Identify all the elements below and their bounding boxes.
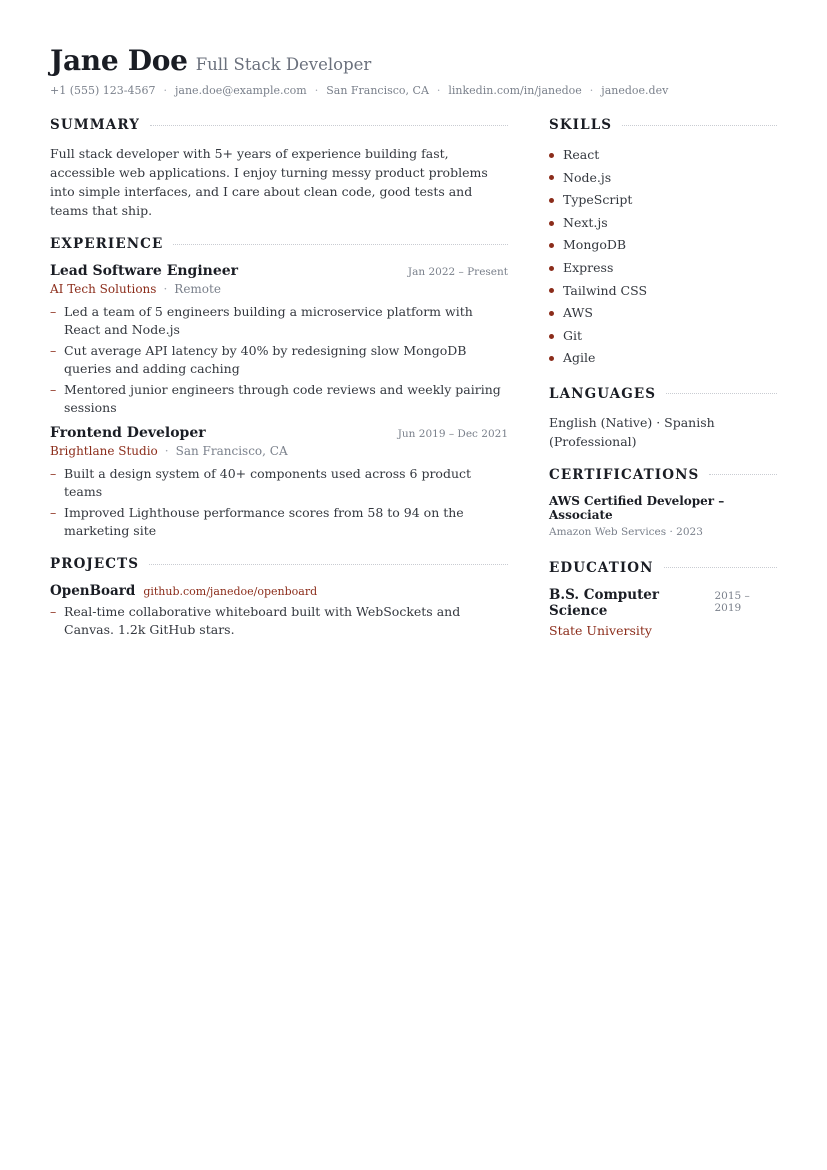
languages-heading: LANGUAGES [549, 385, 657, 402]
name-row [50, 44, 777, 77]
section-heading [50, 117, 508, 133]
job-title: Frontend Developer [50, 425, 206, 441]
education-degree: B.S. Computer Science [549, 586, 660, 619]
project-entry [50, 583, 508, 639]
job-header [50, 263, 508, 279]
job-company: Brightlane Studio [50, 444, 158, 458]
dash-icon: – [50, 343, 57, 358]
candidate-name: Jane Doe [50, 44, 188, 77]
job-bullet [50, 504, 508, 540]
section-heading [549, 386, 777, 402]
project-header [50, 583, 508, 599]
section-heading [50, 556, 508, 572]
contact-location: San Francisco, CA [326, 84, 429, 97]
project-link[interactable]: github.com/janedoe/openboard [143, 585, 318, 598]
job-bullet [50, 381, 508, 417]
contact-separator: · [436, 84, 441, 97]
certification-issuer: Amazon Web Services · 2023 [549, 525, 703, 538]
dash-icon: – [50, 466, 57, 481]
contact-linkedin[interactable]: linkedin.com/in/janedoe [448, 84, 582, 97]
education-header [549, 587, 777, 619]
bullet-dot-icon [549, 266, 554, 271]
skill-item [549, 347, 777, 370]
skills-section [549, 117, 777, 370]
skills-list [549, 144, 777, 370]
company-separator: · [163, 282, 168, 296]
bullet-dot-icon [549, 356, 554, 361]
contact-separator: · [589, 84, 594, 97]
contact-separator: · [314, 84, 319, 97]
company-separator: · [164, 444, 169, 458]
skill-label: Node.js [563, 169, 612, 185]
job-bullet-text: Led a team of 5 engineers building a microservice platform with React and Node.js [64, 304, 473, 337]
education-section [549, 560, 777, 638]
certifications-heading: CERTIFICATIONS [549, 466, 700, 483]
job-location: Remote [174, 282, 221, 296]
summary-heading: SUMMARY [50, 117, 141, 133]
skill-label: Git [563, 327, 583, 343]
job-company-line [50, 444, 508, 458]
job-bullets [50, 465, 508, 540]
skill-label: Express [563, 259, 614, 275]
skills-heading: SKILLS [549, 117, 613, 133]
skill-label: TypeScript [563, 192, 633, 208]
job-title: Lead Software Engineer [50, 263, 239, 279]
skill-item [549, 302, 777, 325]
contact-phone: +1 (555) 123-4567 [50, 84, 156, 97]
section-heading [50, 236, 508, 252]
job-location: San Francisco, CA [175, 444, 288, 458]
job-bullet-text: Improved Lighthouse performance scores from 58 to 94 on the marketing site [64, 505, 464, 538]
dash-icon: – [50, 304, 57, 319]
bullet-dot-icon [549, 243, 554, 248]
education-school: State University [549, 622, 652, 638]
bullet-dot-icon [549, 221, 554, 226]
job-bullet [50, 303, 508, 339]
bullet-dot-icon [549, 311, 554, 316]
job-bullet [50, 465, 508, 501]
job-entry [50, 425, 508, 540]
dash-icon: – [50, 604, 57, 619]
skill-label: React [563, 147, 600, 162]
education-heading: EDUCATION [549, 559, 654, 576]
job-dates: Jan 2022 – Present [407, 266, 508, 278]
job-bullets [50, 303, 508, 417]
candidate-role: Full Stack Developer [195, 55, 372, 74]
skill-item [549, 212, 777, 235]
main-column [50, 117, 508, 642]
job-bullet [50, 342, 508, 378]
dash-icon: – [50, 505, 57, 520]
skill-item [549, 280, 777, 303]
bullet-dot-icon [549, 334, 554, 339]
skill-label: AWS [563, 305, 593, 321]
project-bullet-text: Real-time collaborative whiteboard built with WebSockets and Canvas. 1.2k GitHub stars. [64, 604, 461, 637]
dotted-rule [150, 125, 508, 126]
resume-columns [50, 117, 777, 642]
contact-email[interactable]: jane.doe@example.com [175, 84, 307, 97]
project-bullet [50, 603, 508, 639]
bullet-dot-icon [549, 198, 554, 203]
experience-section [50, 236, 508, 540]
job-dates: Jun 2019 – Dec 2021 [397, 428, 508, 440]
dotted-rule [149, 564, 508, 565]
contact-separator: · [163, 84, 167, 97]
projects-heading: PROJECTS [50, 556, 140, 572]
project-bullets [50, 603, 508, 639]
side-column [549, 117, 777, 642]
skill-item [549, 257, 777, 280]
job-company-line [50, 282, 508, 296]
languages-text: English (Native) · Spanish (Professional) [549, 414, 715, 449]
contact-line [50, 84, 777, 97]
project-name: OpenBoard [50, 583, 136, 599]
dotted-rule [622, 125, 777, 126]
resume-header [50, 44, 777, 97]
skill-label: MongoDB [563, 237, 627, 253]
dotted-rule [709, 474, 777, 475]
summary-section [50, 117, 508, 220]
dotted-rule [173, 244, 508, 245]
languages-section [549, 386, 777, 451]
certifications-section [549, 467, 777, 538]
skill-item [549, 144, 777, 167]
contact-website[interactable]: janedoe.dev [601, 84, 669, 97]
education-dates: 2015 – 2019 [714, 589, 750, 614]
section-heading [549, 467, 777, 483]
summary-text: Full stack developer with 5+ years of experience building fast, accessible web applications. I enjoy turning messy product problems into simple interfaces, and I care about clean code, good tests and teams that ship. [50, 146, 488, 218]
certification-name: AWS Certified Developer – Associate [549, 493, 725, 522]
projects-section [50, 556, 508, 639]
job-bullet-text: Cut average API latency by 40% by redesigning slow MongoDB queries and adding caching [64, 343, 467, 376]
bullet-dot-icon [549, 153, 554, 158]
skill-item [549, 234, 777, 257]
job-company: AI Tech Solutions [50, 282, 157, 296]
skill-item [549, 189, 777, 212]
job-bullet-text: Mentored junior engineers through code reviews and weekly pairing sessions [64, 382, 501, 415]
bullet-dot-icon [549, 288, 554, 293]
skill-label: Agile [563, 350, 596, 366]
dotted-rule [664, 567, 777, 568]
job-header [50, 425, 508, 441]
dash-icon: – [50, 382, 57, 397]
dotted-rule [666, 393, 777, 394]
skill-item [549, 167, 777, 190]
skill-label: Tailwind CSS [563, 282, 648, 298]
job-bullet-text: Built a design system of 40+ components used across 6 product teams [64, 466, 472, 499]
experience-heading: EXPERIENCE [50, 236, 164, 252]
job-entry [50, 263, 508, 417]
skill-label: Next.js [563, 214, 608, 230]
skill-item [549, 325, 777, 348]
section-heading [549, 560, 777, 576]
bullet-dot-icon [549, 175, 554, 180]
section-heading [549, 117, 777, 133]
